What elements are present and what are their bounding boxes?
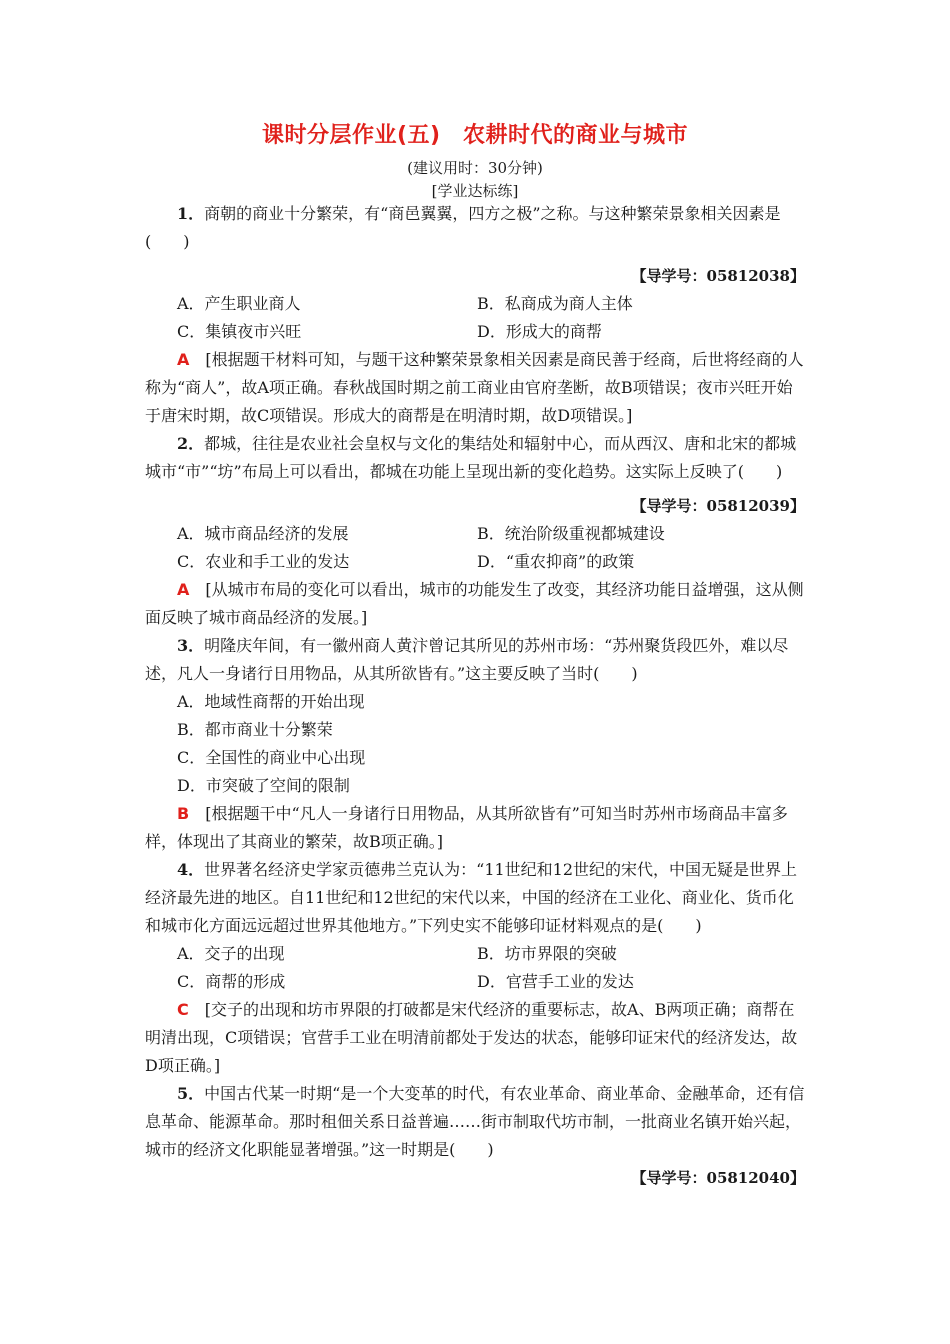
question-stem: 商朝的商业十分繁荣，有“商邑翼翼，四方之极”之称。与这种繁荣景象相关因素是( ) bbox=[145, 204, 781, 251]
option-a: A．城市商品经济的发展 bbox=[177, 524, 349, 543]
guide-number: 【导学号：05812038】 bbox=[631, 267, 805, 285]
question-3 bbox=[145, 632, 805, 856]
answer-explanation: [交子的出现和坊市界限的打破都是宋代经济的重要标志，故A、B两项正确；商帮在明清出现，C项错误；官营手工业在明清前都处于发达的状态，能够印证宋代的经济发达，故D项正确。] bbox=[145, 1000, 798, 1075]
question-number: 5． bbox=[177, 1084, 205, 1103]
options-row bbox=[145, 290, 805, 318]
guide-number: 【导学号：05812039】 bbox=[631, 497, 805, 515]
answer-letter: A bbox=[177, 580, 190, 599]
question-stem: 世界著名经济史学家贡德弗兰克认为：“11世纪和12世纪的宋代，中国无疑是世界上经济最先进的地区。自11世纪和12世纪的宋代以来，中国的经济在工业化、商业化、货币化和城市化方面远远超过世界其他地方。”下列史实不能够印证材料观点的是( ) bbox=[145, 860, 798, 935]
option-a: A．地域性商帮的开始出现 bbox=[177, 692, 365, 711]
question-number: 4． bbox=[177, 860, 205, 879]
page-title: 课时分层作业(五) 农耕时代的商业与城市 bbox=[261, 123, 689, 148]
option-b: B．统治阶级重视都城建设 bbox=[477, 524, 665, 543]
question-stem: 都城，往往是农业社会皇权与文化的集结处和辐射中心，而从西汉、唐和北宋的都城城市“市”“坊”布局上可以看出，都城在功能上呈现出新的变化趋势。这实际上反映了( ) bbox=[145, 434, 797, 481]
option-b: B．坊市界限的突破 bbox=[477, 944, 617, 963]
question-number: 1． bbox=[177, 204, 205, 223]
question-list bbox=[145, 200, 805, 1192]
answer-letter: B bbox=[177, 804, 190, 823]
answer-letter: A bbox=[177, 350, 190, 369]
guide-number: 【导学号：05812040】 bbox=[631, 1169, 805, 1187]
option-d: D．形成大的商帮 bbox=[477, 322, 602, 341]
options-row bbox=[145, 968, 805, 996]
question-2 bbox=[145, 430, 805, 632]
option-c: C．全国性的商业中心出现 bbox=[177, 748, 366, 767]
option-d: D．官营手工业的发达 bbox=[477, 972, 634, 991]
question-stem: 中国古代某一时期“是一个大变革的时代，有农业革命、商业革命、金融革命，还有信息革命、能源革命。那时租佃关系日益普遍……街市制取代坊市制，一批商业名镇开始兴起，城市的经济文化职能显著增强。”这一时期是( ) bbox=[145, 1084, 805, 1159]
answer-explanation: [从城市布局的变化可以看出，城市的功能发生了改变，其经济功能日益增强，这从侧面反映了城市商品经济的发展。] bbox=[145, 580, 804, 627]
question-1 bbox=[145, 200, 805, 430]
answer-explanation: [根据题干中“凡人一身诸行日用物品，从其所欲皆有”可知当时苏州市场商品丰富多样，体现出了其商业的繁荣，故B项正确。] bbox=[145, 804, 788, 851]
options-row bbox=[145, 318, 805, 346]
option-a: A．交子的出现 bbox=[177, 944, 285, 963]
question-5 bbox=[145, 1080, 805, 1192]
option-a: A．产生职业商人 bbox=[177, 294, 301, 313]
options-row bbox=[145, 520, 805, 548]
answer-explanation: [根据题干材料可知，与题干这种繁荣景象相关因素是商民善于经商，后世将经商的人称为“商人”，故A项正确。春秋战国时期之前工商业由官府垄断，故B项错误；夜市兴旺开始于唐宋时期，故C项错误。形成大的商帮是在明清时期，故D项错误。] bbox=[145, 350, 804, 425]
suggested-time: (建议用时：30分钟) bbox=[407, 159, 543, 177]
options-row bbox=[145, 940, 805, 968]
option-d: D．市突破了空间的限制 bbox=[177, 776, 350, 795]
question-stem: 明隆庆年间，有一徽州商人黄汴曾记其所见的苏州市场：“苏州聚货段匹外，难以尽述，凡人一身诸行日用物品，从其所欲皆有。”这主要反映了当时( ) bbox=[145, 636, 789, 683]
question-number: 2． bbox=[177, 434, 205, 453]
question-4 bbox=[145, 856, 805, 1080]
question-number: 3． bbox=[177, 636, 205, 655]
option-d: D．“重农抑商”的政策 bbox=[477, 552, 635, 571]
option-b: B．私商成为商人主体 bbox=[477, 294, 633, 313]
option-c: C．商帮的形成 bbox=[177, 972, 286, 991]
option-c: C．集镇夜市兴旺 bbox=[177, 322, 302, 341]
option-b: B．都市商业十分繁荣 bbox=[177, 720, 333, 739]
answer-letter: C bbox=[177, 1000, 189, 1019]
option-c: C．农业和手工业的发达 bbox=[177, 552, 350, 571]
section-label: [学业达标练] bbox=[431, 182, 519, 200]
options-row bbox=[145, 548, 805, 576]
